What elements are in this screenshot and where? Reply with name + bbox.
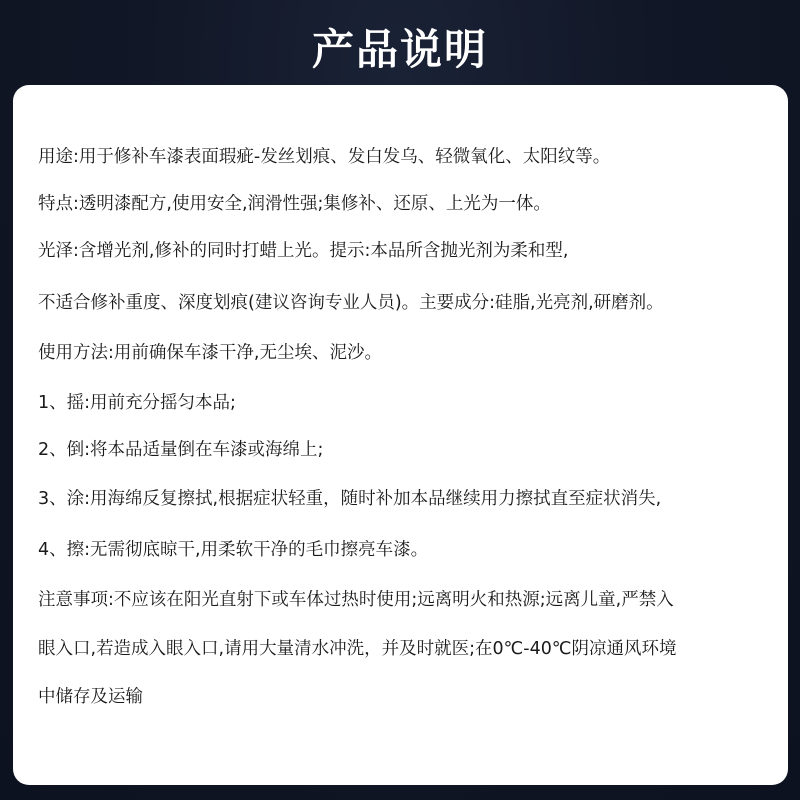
- page-title: 产品说明: [311, 25, 488, 74]
- gloss-line: 光泽:含增光剂,修补的同时打蜡上光。提示:本品所含抛光剂为柔和型,: [38, 241, 569, 261]
- caution-line-3: 中储存及运输: [38, 687, 143, 707]
- usage-line: 用途:用于修补车漆表面瑕疵-发丝划痕、发白发乌、轻微氧化、太阳纹等。: [38, 147, 611, 167]
- step-pour-line: 2、倒:将本品适量倒在车漆或海绵上;: [38, 440, 324, 460]
- caution-line-1: 注意事项:不应该在阳光直射下或车体过热时使用;远离明火和热源;远离儿童,严禁入: [38, 590, 674, 610]
- step-wipe-line: 4、擦:无需彻底晾干,用柔软干净的毛巾擦亮车漆。: [38, 540, 429, 560]
- features-line: 特点:透明漆配方,使用安全,润滑性强;集修补、还原、上光为一体。: [38, 194, 551, 214]
- step-apply-line: 3、涂:用海绵反复擦拭,根据症状轻重，随时补加本品继续用力擦拭直至症状消失,: [38, 489, 662, 509]
- step-shake-line: 1、摇:用前充分摇匀本品;: [38, 393, 236, 413]
- description-card: [13, 85, 788, 785]
- caution-line-2: 眼入口,若造成入眼入口,请用大量清水冲洗，并及时就医;在0℃-40℃阴凉通风环境: [38, 639, 677, 659]
- method-line: 使用方法:用前确保车漆干净,无尘埃、泥沙。: [38, 343, 382, 363]
- ingredients-line: 不适合修补重度、深度划痕(建议咨询专业人员)。主要成分:硅脂,光亮剂,研磨剂。: [38, 293, 664, 313]
